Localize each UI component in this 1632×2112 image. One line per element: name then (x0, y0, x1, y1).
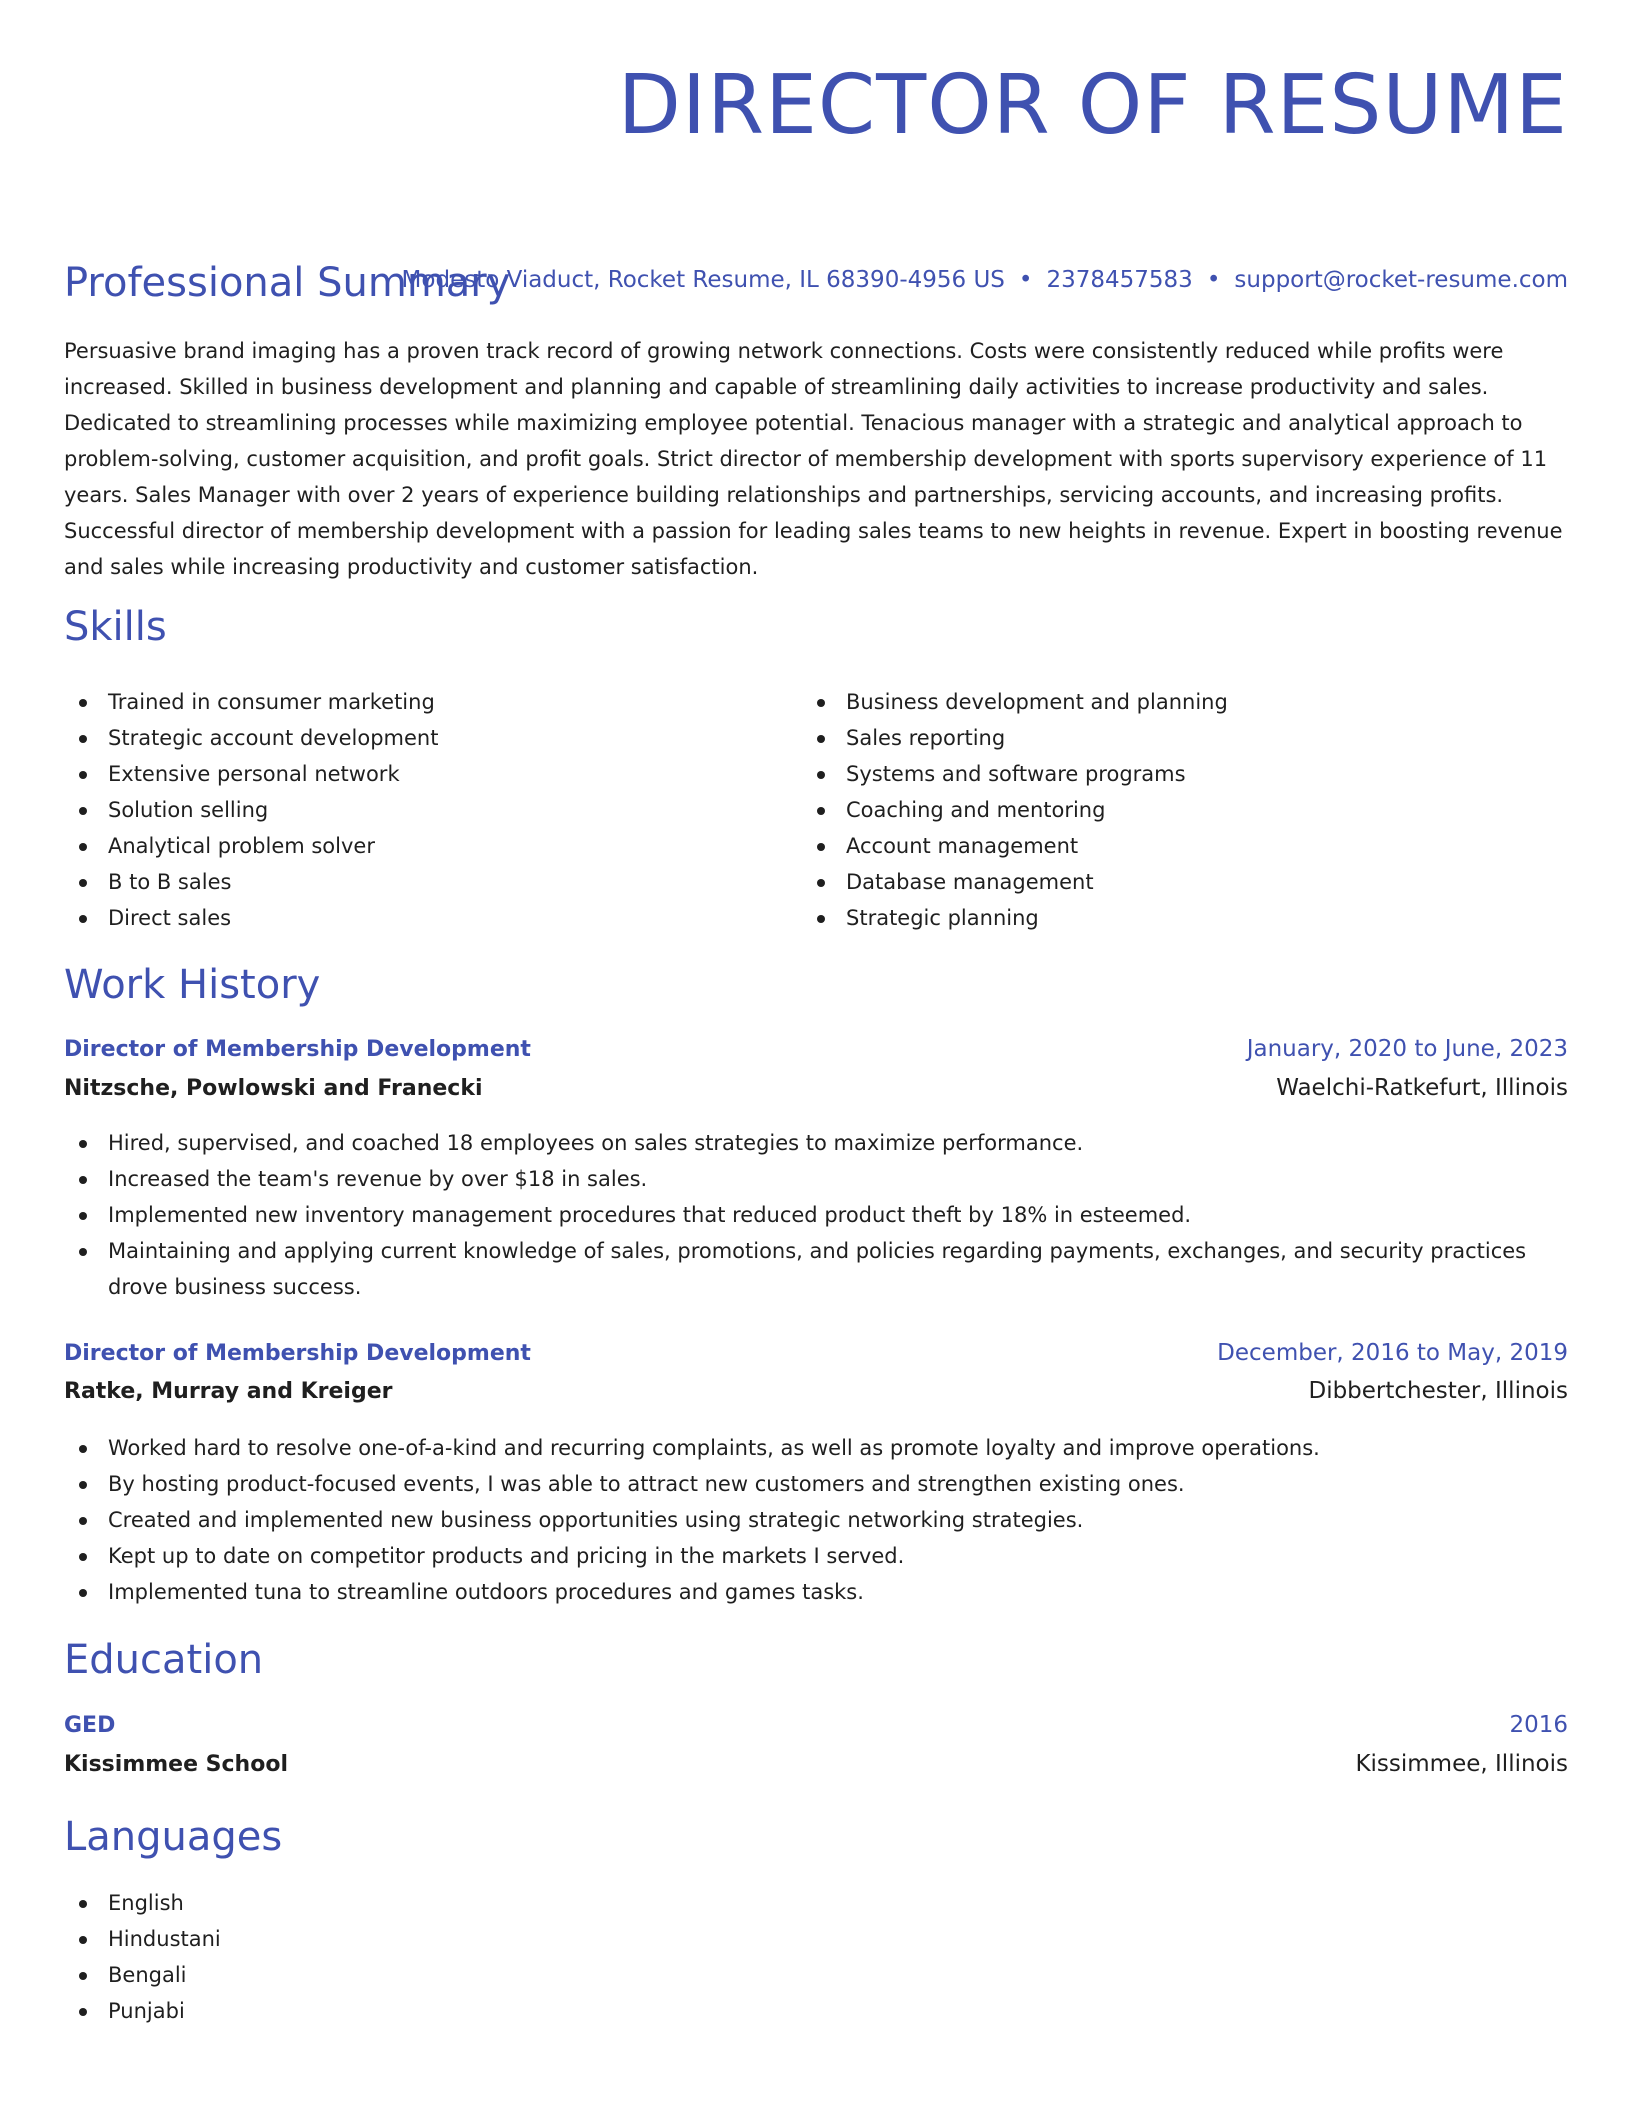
skill-item: Analytical problem solver (64, 828, 802, 864)
skill-item: Direct sales (64, 900, 802, 936)
job-dates: January, 2020 to June, 2023 (1246, 1036, 1568, 1062)
job-bullets (64, 1125, 1568, 1305)
skill-item: Extensive personal network (64, 756, 802, 792)
language-item: English (64, 1885, 1568, 1921)
skill-item: Systems and software programs (802, 756, 1540, 792)
skills-column-left (64, 684, 802, 936)
education-school-row (64, 1749, 1568, 1780)
job-company-row (64, 1376, 1568, 1407)
job-dates: December, 2016 to May, 2019 (1217, 1340, 1568, 1366)
summary-heading: Professional Summary (64, 260, 511, 306)
language-item: Bengali (64, 1957, 1568, 1993)
contact-separator: • (1206, 267, 1221, 293)
job-bullet: Kept up to date on competitor products and pricing in the markets I served. (64, 1538, 1568, 1574)
job-bullet: Worked hard to resolve one-of-a-kind and recurring complaints, as well as promote loyalty and improve operations. (64, 1430, 1568, 1466)
contact-separator: • (1018, 267, 1033, 293)
skill-item: Solution selling (64, 792, 802, 828)
job-company: Ratke, Murray and Kreiger (64, 1379, 393, 1404)
languages-heading: Languages (64, 1814, 283, 1860)
skill-item: Database management (802, 864, 1540, 900)
resume-name: DIRECTOR OF RESUME (617, 58, 1568, 153)
skill-item: Strategic planning (802, 900, 1540, 936)
job-location: Dibbertchester, Illinois (1308, 1378, 1568, 1404)
skill-item: Business development and planning (802, 684, 1540, 720)
skills-heading: Skills (64, 604, 167, 650)
languages-list (64, 1885, 1568, 2029)
skills-list (64, 684, 1568, 936)
job-bullet: Maintaining and applying current knowledge of sales, promotions, and policies regarding payments, exchanges, and security practices drove business success. (64, 1233, 1568, 1305)
summary-text: Persuasive brand imaging has a proven track record of growing network connections. Costs were consistently reduced while profits were increased. Skilled in business development and planning and capable of streamlining daily activities to increase productivity and sales. Dedicated to streamlining processes while maximizing employee potential. Tenacious manager with a strategic and analytical approach to problem-solving, customer acquisition, and profit goals. Strict director of membership development with sports supervisory experience of 11 years. Sales Manager with over 2 years of experience building relationships and partnerships, servicing accounts, and increasing profits. Successful director of membership development with a passion for leading sales teams to new heights in revenue. Expert in boosting revenue and sales while increasing productivity and customer satisfaction. (64, 339, 1563, 579)
education-degree: GED (64, 1713, 116, 1738)
job-title: Director of Membership Development (64, 1037, 531, 1062)
skills-column-right (802, 684, 1540, 936)
work-heading: Work History (64, 962, 321, 1008)
contact-line (402, 265, 1568, 295)
job-title-row (64, 1338, 1568, 1369)
language-item: Punjabi (64, 1993, 1568, 2029)
job-title: Director of Membership Development (64, 1341, 531, 1366)
job-bullet: Increased the team's revenue by over $18 in sales. (64, 1161, 1568, 1197)
education-degree-row (64, 1710, 1568, 1741)
skill-item: Account management (802, 828, 1540, 864)
job-bullet: Hired, supervised, and coached 18 employees on sales strategies to maximize performance. (64, 1125, 1568, 1161)
job-title-row (64, 1034, 1568, 1065)
job-company: Nitzsche, Powlowski and Franecki (64, 1076, 483, 1101)
education-heading: Education (64, 1637, 264, 1683)
job-location: Waelchi-Ratkefurt, Illinois (1276, 1075, 1568, 1101)
education-school: Kissimmee School (64, 1752, 288, 1777)
contact-phone: 2378457583 (1046, 267, 1193, 293)
education-location: Kissimmee, Illinois (1355, 1751, 1568, 1777)
skill-item: Coaching and mentoring (802, 792, 1540, 828)
language-item: Hindustani (64, 1921, 1568, 1957)
contact-address: Modesto Viaduct, Rocket Resume, IL 68390-4956 US (401, 267, 1005, 293)
education-year: 2016 (1509, 1712, 1568, 1738)
job-bullet: Implemented tuna to streamline outdoors procedures and games tasks. (64, 1574, 1568, 1610)
contact-email: support@rocket-resume.com (1234, 267, 1568, 293)
job-bullet: By hosting product-focused events, I was able to attract new customers and strengthen existing ones. (64, 1466, 1568, 1502)
skill-item: Strategic account development (64, 720, 802, 756)
skill-item: Sales reporting (802, 720, 1540, 756)
job-company-row (64, 1073, 1568, 1104)
job-bullets (64, 1430, 1568, 1610)
skill-item: Trained in consumer marketing (64, 684, 802, 720)
job-bullet: Implemented new inventory management procedures that reduced product theft by 18% in esteemed. (64, 1197, 1568, 1233)
job-bullet: Created and implemented new business opportunities using strategic networking strategies. (64, 1502, 1568, 1538)
skill-item: B to B sales (64, 864, 802, 900)
